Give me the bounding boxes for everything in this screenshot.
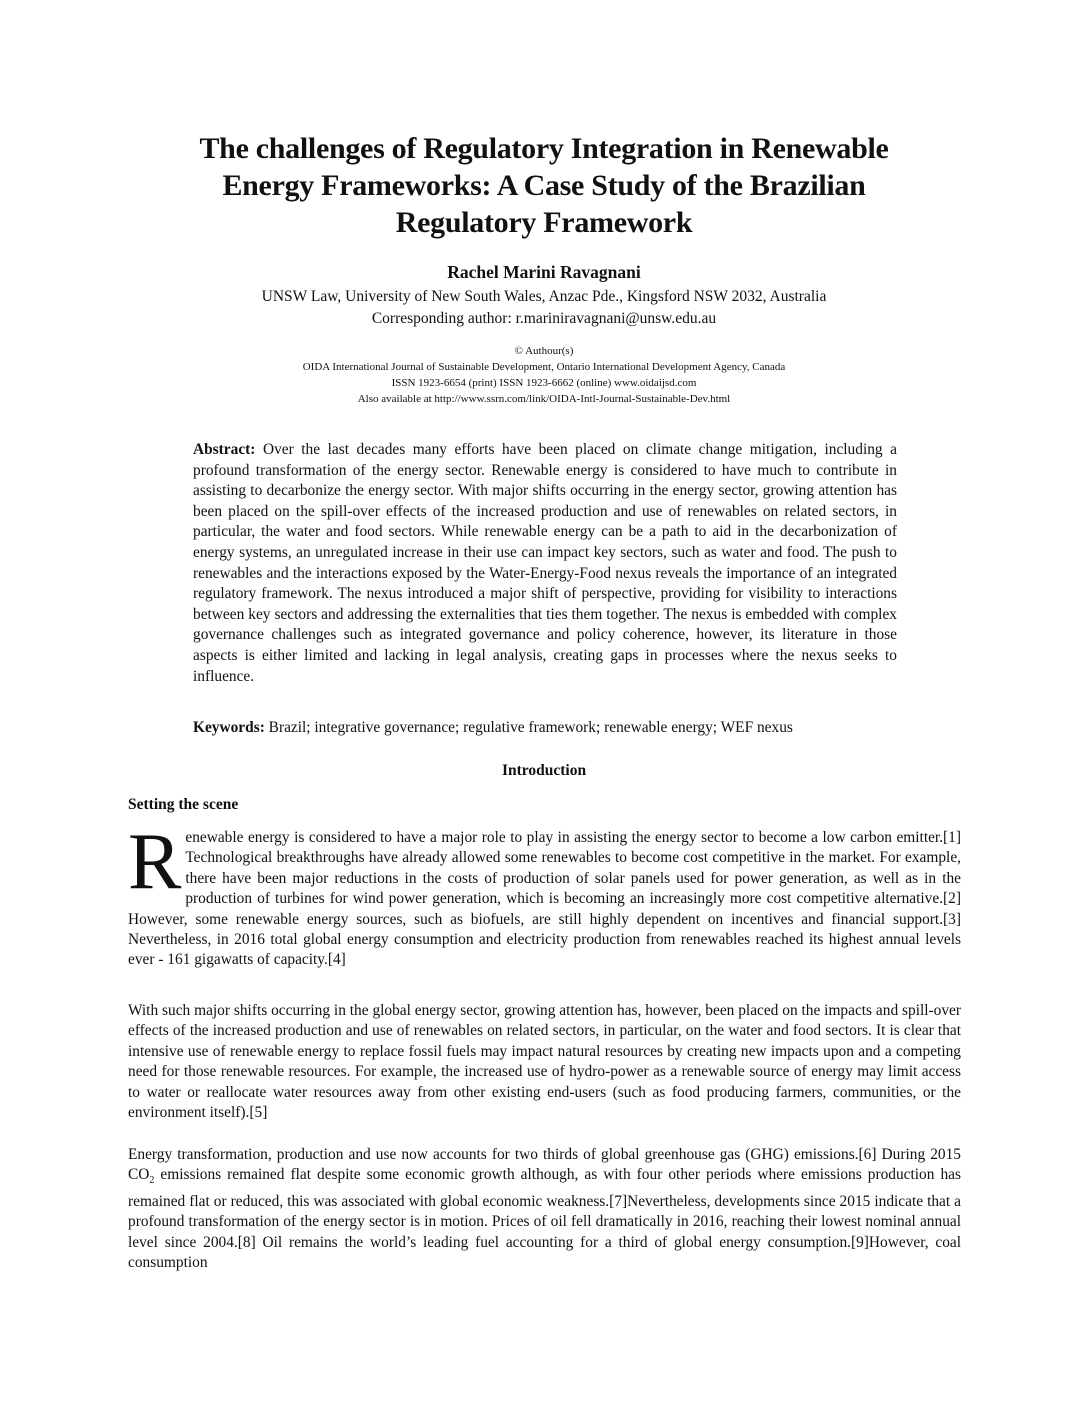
- copyright-notice: © Authour(s): [514, 345, 574, 357]
- dropcap-letter: R: [128, 818, 182, 906]
- keywords: [193, 719, 897, 737]
- co2-subscript: 2: [149, 1175, 155, 1187]
- abstract-label: Abstract:: [193, 441, 256, 458]
- keywords-text: Brazil; integrative governance; regulative framework; renewable energy; WEF nexus: [264, 719, 793, 736]
- corresponding-author: Corresponding author: r.mariniravagnani@unsw.edu.au: [371, 310, 717, 327]
- journal-info: OIDA International Journal of Sustainable Development, Ontario International Development Agency, Canada: [302, 361, 786, 373]
- body-paragraph-3: [128, 1145, 961, 1274]
- keywords-label: Keywords:: [193, 719, 265, 736]
- paper-title: [120, 130, 968, 241]
- abstract-text: Over the last decades many efforts have been placed on climate change mitigation, including a profound transformation of the energy sector. Renewable energy is considered to have much to contribute in assisting to decarbonize the energy sector. With major shifts occurring in the energy sector, growing attention has been placed on the spill-over effects of the increased production and use of renewables on related sectors, in particular, the water and food sectors. While renewable energy can be a path to aid in the decarbonization of energy systems, an unregulated increase in their use can impact key sectors, such as water and food. The push to renewables and the interactions exposed by the Water-Energy-Food nexus reveals the importance of an integrated regulatory framework. The nexus introduced a major shift of perspective, providing for visibility to interactions between key sectors and addressing the externalities that ties them together. The nexus is embedded with complex governance challenges such as integrated governance and policy coherence, however, its literature in those aspects is either limited and lacking in legal analysis, creating gaps in processes where the nexus seeks to influence.: [193, 441, 897, 685]
- title-line-3: Regulatory Framework: [395, 206, 693, 239]
- paragraph-3-text-a: Energy transformation, production and use now accounts for two thirds of global greenhouse gas (GHG) emissions.[6] During 2015 CO: [128, 1146, 961, 1184]
- subheading-setting-the-scene: Setting the scene: [128, 796, 239, 813]
- author-name: Rachel Marini Ravagnani: [447, 262, 641, 282]
- body-paragraph-2: [128, 1001, 961, 1123]
- section-heading-introduction: Introduction: [501, 762, 587, 779]
- body-paragraph-1: [128, 818, 961, 971]
- paragraph-2-text: With such major shifts occurring in the global energy sector, growing attention has, however, been placed on the impacts and spill-over effects of the increased production and use of renewables on related sectors, in particular, on the water and food sectors. It is clear that intensive use of renewable energy to replace fossil fuels may impact natural resources by creating new impacts upon and a competing need for those renewable resources. For example, the increased use of hydro-power as a renewable source of energy may limit access to water or reallocate water resources away from other existing end-users (such as food producing farmers, communities, or the environment itself).[5]: [128, 1002, 961, 1122]
- author-affiliation: UNSW Law, University of New South Wales, Anzac Pde., Kingsford NSW 2032, Australia: [261, 288, 827, 305]
- issn-info: ISSN 1923-6654 (print) ISSN 1923-6662 (online) www.oidaijsd.com: [391, 377, 697, 389]
- paragraph-1-text: enewable energy is considered to have a major role to play in assisting the energy sector to become a low carbon emitter.[1] Technological breakthroughs have already allowed some renewables to become cost competitive in the market. For example, there have been major reductions in the costs of production of solar panels used for power generation, as well as in the production of turbines for wind power generation, which is becoming an increasingly more cost competitive alternative.[2] However, some renewable energy sources, such as biofuels, are still highly dependent on incentives and financial support.[3] Nevertheless, in 2016 total global energy consumption and electricity production from renewables reached its highest annual levels ever - 161 gigawatts of capacity.[4]: [128, 829, 961, 969]
- title-line-1: The challenges of Regulatory Integration in Renewable: [199, 132, 889, 165]
- availability-link[interactable]: Also available at http://www.ssrn.com/link/OIDA-Intl-Journal-Sustainable-Dev.html: [357, 393, 731, 405]
- abstract: [193, 440, 897, 687]
- paragraph-3-text-b: emissions remained flat despite some economic growth although, as with four other periods where emissions production has remained flat or reduced, this was associated with global economic weakness.[7]Nevertheless, developments since 2015 indicate that a profound transformation of the energy sector is in motion. Prices of oil fell dramatically in 2016, reaching their lowest nominal annual level since 2004.[8] Oil remains the world’s leading fuel accounting for a third of global energy consumption.[9]However, coal consumption: [128, 1166, 961, 1272]
- title-line-2: Energy Frameworks: A Case Study of the Brazilian: [222, 169, 866, 202]
